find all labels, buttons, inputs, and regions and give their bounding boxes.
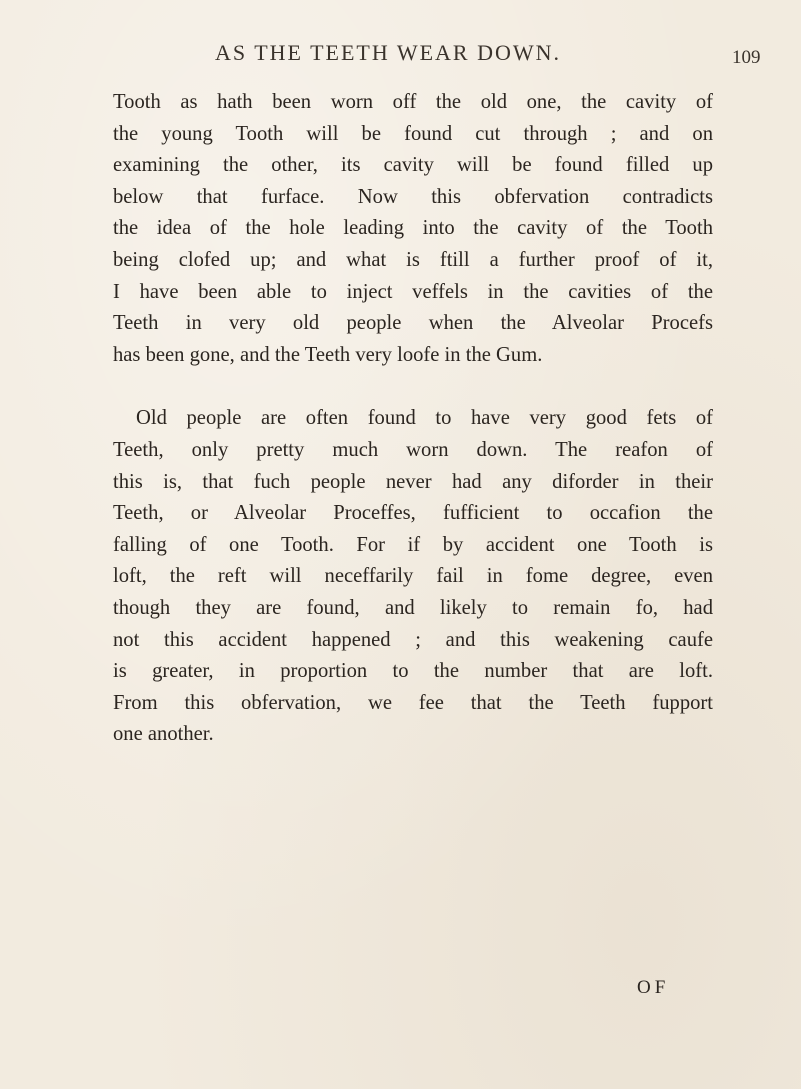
text-line: has been gone, and the Teeth very loofe in the Gum. — [113, 343, 543, 366]
text-line: not this accident happened ; and this weakening caufe — [113, 628, 713, 651]
text-line: Old people are often found to have very good fets of — [136, 407, 713, 430]
text-line: examining the other, its cavity will be found filled up — [113, 154, 713, 177]
text-line: Teeth in very old people when the Alveolar Procefs — [113, 312, 713, 335]
text-line: one another. — [113, 723, 214, 746]
text-line: falling of one Tooth. For if by accident one Tooth is — [113, 533, 713, 556]
text-line: I have been able to inject veffels in the cavities of the — [113, 280, 713, 303]
paragraph-gap — [113, 371, 713, 403]
text-line: From this obfervation, we fee that the Teeth fupport — [113, 691, 713, 714]
text-line: Teeth, or Alveolar Proceffes, fufficient to occafion the — [113, 502, 713, 525]
text-line: the idea of the hole leading into the cavity of the Tooth — [113, 217, 713, 240]
text-line: Teeth, only pretty much worn down. The reafon of — [113, 438, 713, 461]
paragraph-2 — [113, 403, 713, 751]
page-number: 109 — [732, 47, 761, 68]
text-line: the young Tooth will be found cut through ; and on — [113, 122, 713, 145]
catchword: OF — [637, 977, 670, 998]
text-line: loft, the reft will neceffarily fail in fome degree, even — [113, 565, 713, 588]
running-head: AS THE TEETH WEAR DOWN. — [215, 40, 562, 65]
text-line: though they are found, and likely to remain fo, had — [113, 596, 713, 619]
text-line: being clofed up; and what is ftill a further proof of it, — [113, 248, 713, 271]
text-line: below that furface. Now this obfervation contradicts — [113, 185, 713, 208]
body-text — [113, 87, 713, 751]
text-line: Tooth as hath been worn off the old one, the cavity of — [113, 91, 713, 113]
text-line: is greater, in proportion to the number that are loft. — [113, 660, 713, 683]
text-line: this is, that fuch people never had any diforder in their — [113, 470, 713, 493]
paragraph-1 — [113, 87, 713, 371]
